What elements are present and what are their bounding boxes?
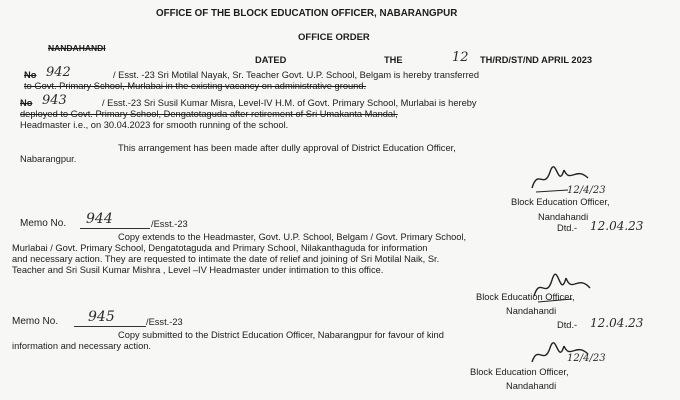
- memo2-line1: Copy submitted to the District Education Officer, Nabarangpur for favour of kind: [118, 330, 444, 340]
- signature3-initials: 12/4/23: [567, 353, 606, 364]
- signature3-designation: Block Education Officer,: [470, 367, 569, 377]
- signature2-place: Nandahandi: [506, 306, 557, 316]
- signature1-initials: 12/4/23: [567, 185, 606, 196]
- memo1-number-underline: [80, 228, 150, 229]
- memo1-label: Memo No.: [20, 218, 67, 229]
- signature2-designation: Block Education Officer,: [476, 292, 575, 302]
- memo2-line2: information and necessary action.: [12, 341, 152, 351]
- order1-line1: / Esst. -23 Sri Motilal Nayak, Sr. Teacher Govt. U.P. School, Belgam is hereby transferred: [113, 70, 480, 80]
- memo1-line1: Copy extends to the Headmaster, Govt. U.P. School, Belgam / Govt. Primary School,: [118, 232, 467, 242]
- order-title: OFFICE ORDER: [298, 32, 370, 43]
- memo1-line4: Teacher and Sri Susil Kumar Mishra , Level –IV Headmaster under intimation to this office.: [12, 265, 384, 275]
- approval-line1: This arrangement has been made after dully approval of District Education Officer,: [118, 143, 456, 153]
- memo2-dtd-value: 12.04.23: [590, 316, 644, 330]
- order2-line2: deployed to Govt. Primary School, Dengatotaguda after retirement of Sri Umakanta Mandal,: [20, 109, 398, 119]
- the-label: THE: [384, 55, 403, 65]
- order1-no-value: 942: [46, 65, 71, 80]
- memo2-label: Memo No.: [12, 316, 59, 327]
- order2-line3: Headmaster i.e., on 30.04.2023 for smooth running of the school.: [20, 120, 289, 130]
- order1-no-label: No: [24, 70, 37, 80]
- order2-line1: / Esst.-23 Sri Susil Kumar Misra, Level-IV H.M. of Govt. Primary School, Murlabai is hereby: [102, 98, 477, 108]
- place-heading: NANDAHANDI: [48, 43, 106, 53]
- memo1-suffix: /Esst.-23: [151, 219, 188, 229]
- date-text: TH/RD/ST/ND APRIL 2023: [480, 55, 593, 65]
- memo2-suffix: /Esst.-23: [146, 317, 183, 327]
- order1-line2: to Govt. Primary School, Murlabai in the existing vacancy on administrative ground.: [24, 81, 367, 91]
- memo1-dtd-label: Dtd.-: [557, 223, 578, 233]
- signature3-place: Nandahandi: [506, 381, 557, 391]
- order2-no-label: No: [20, 98, 33, 108]
- memo2-dtd-label: Dtd.-: [557, 320, 578, 330]
- handwritten-day: 12: [452, 50, 469, 65]
- memo2-number-underline: [74, 326, 146, 327]
- memo1-line3: and necessary action. They are requested to intimate the date of relief and joining of Sri Motilal Naik, Sr.: [12, 254, 440, 264]
- memo2-number: 945: [88, 309, 115, 325]
- order2-no-value: 943: [42, 93, 67, 108]
- signature1-place: Nandahandi: [538, 212, 589, 222]
- signature1-designation: Block Education Officer,: [511, 197, 610, 207]
- dated-label: DATED: [255, 55, 287, 65]
- memo1-line2: Murlabai / Govt. Primary School, Dengatotaguda and Primary School, Nilakanthaguda for information: [12, 243, 428, 253]
- memo1-dtd-value: 12.04.23: [590, 219, 644, 233]
- memo1-number: 944: [86, 211, 113, 227]
- approval-line2: Nabarangpur.: [20, 154, 77, 164]
- office-title: OFFICE OF THE BLOCK EDUCATION OFFICER, NABARANGPUR: [156, 8, 458, 19]
